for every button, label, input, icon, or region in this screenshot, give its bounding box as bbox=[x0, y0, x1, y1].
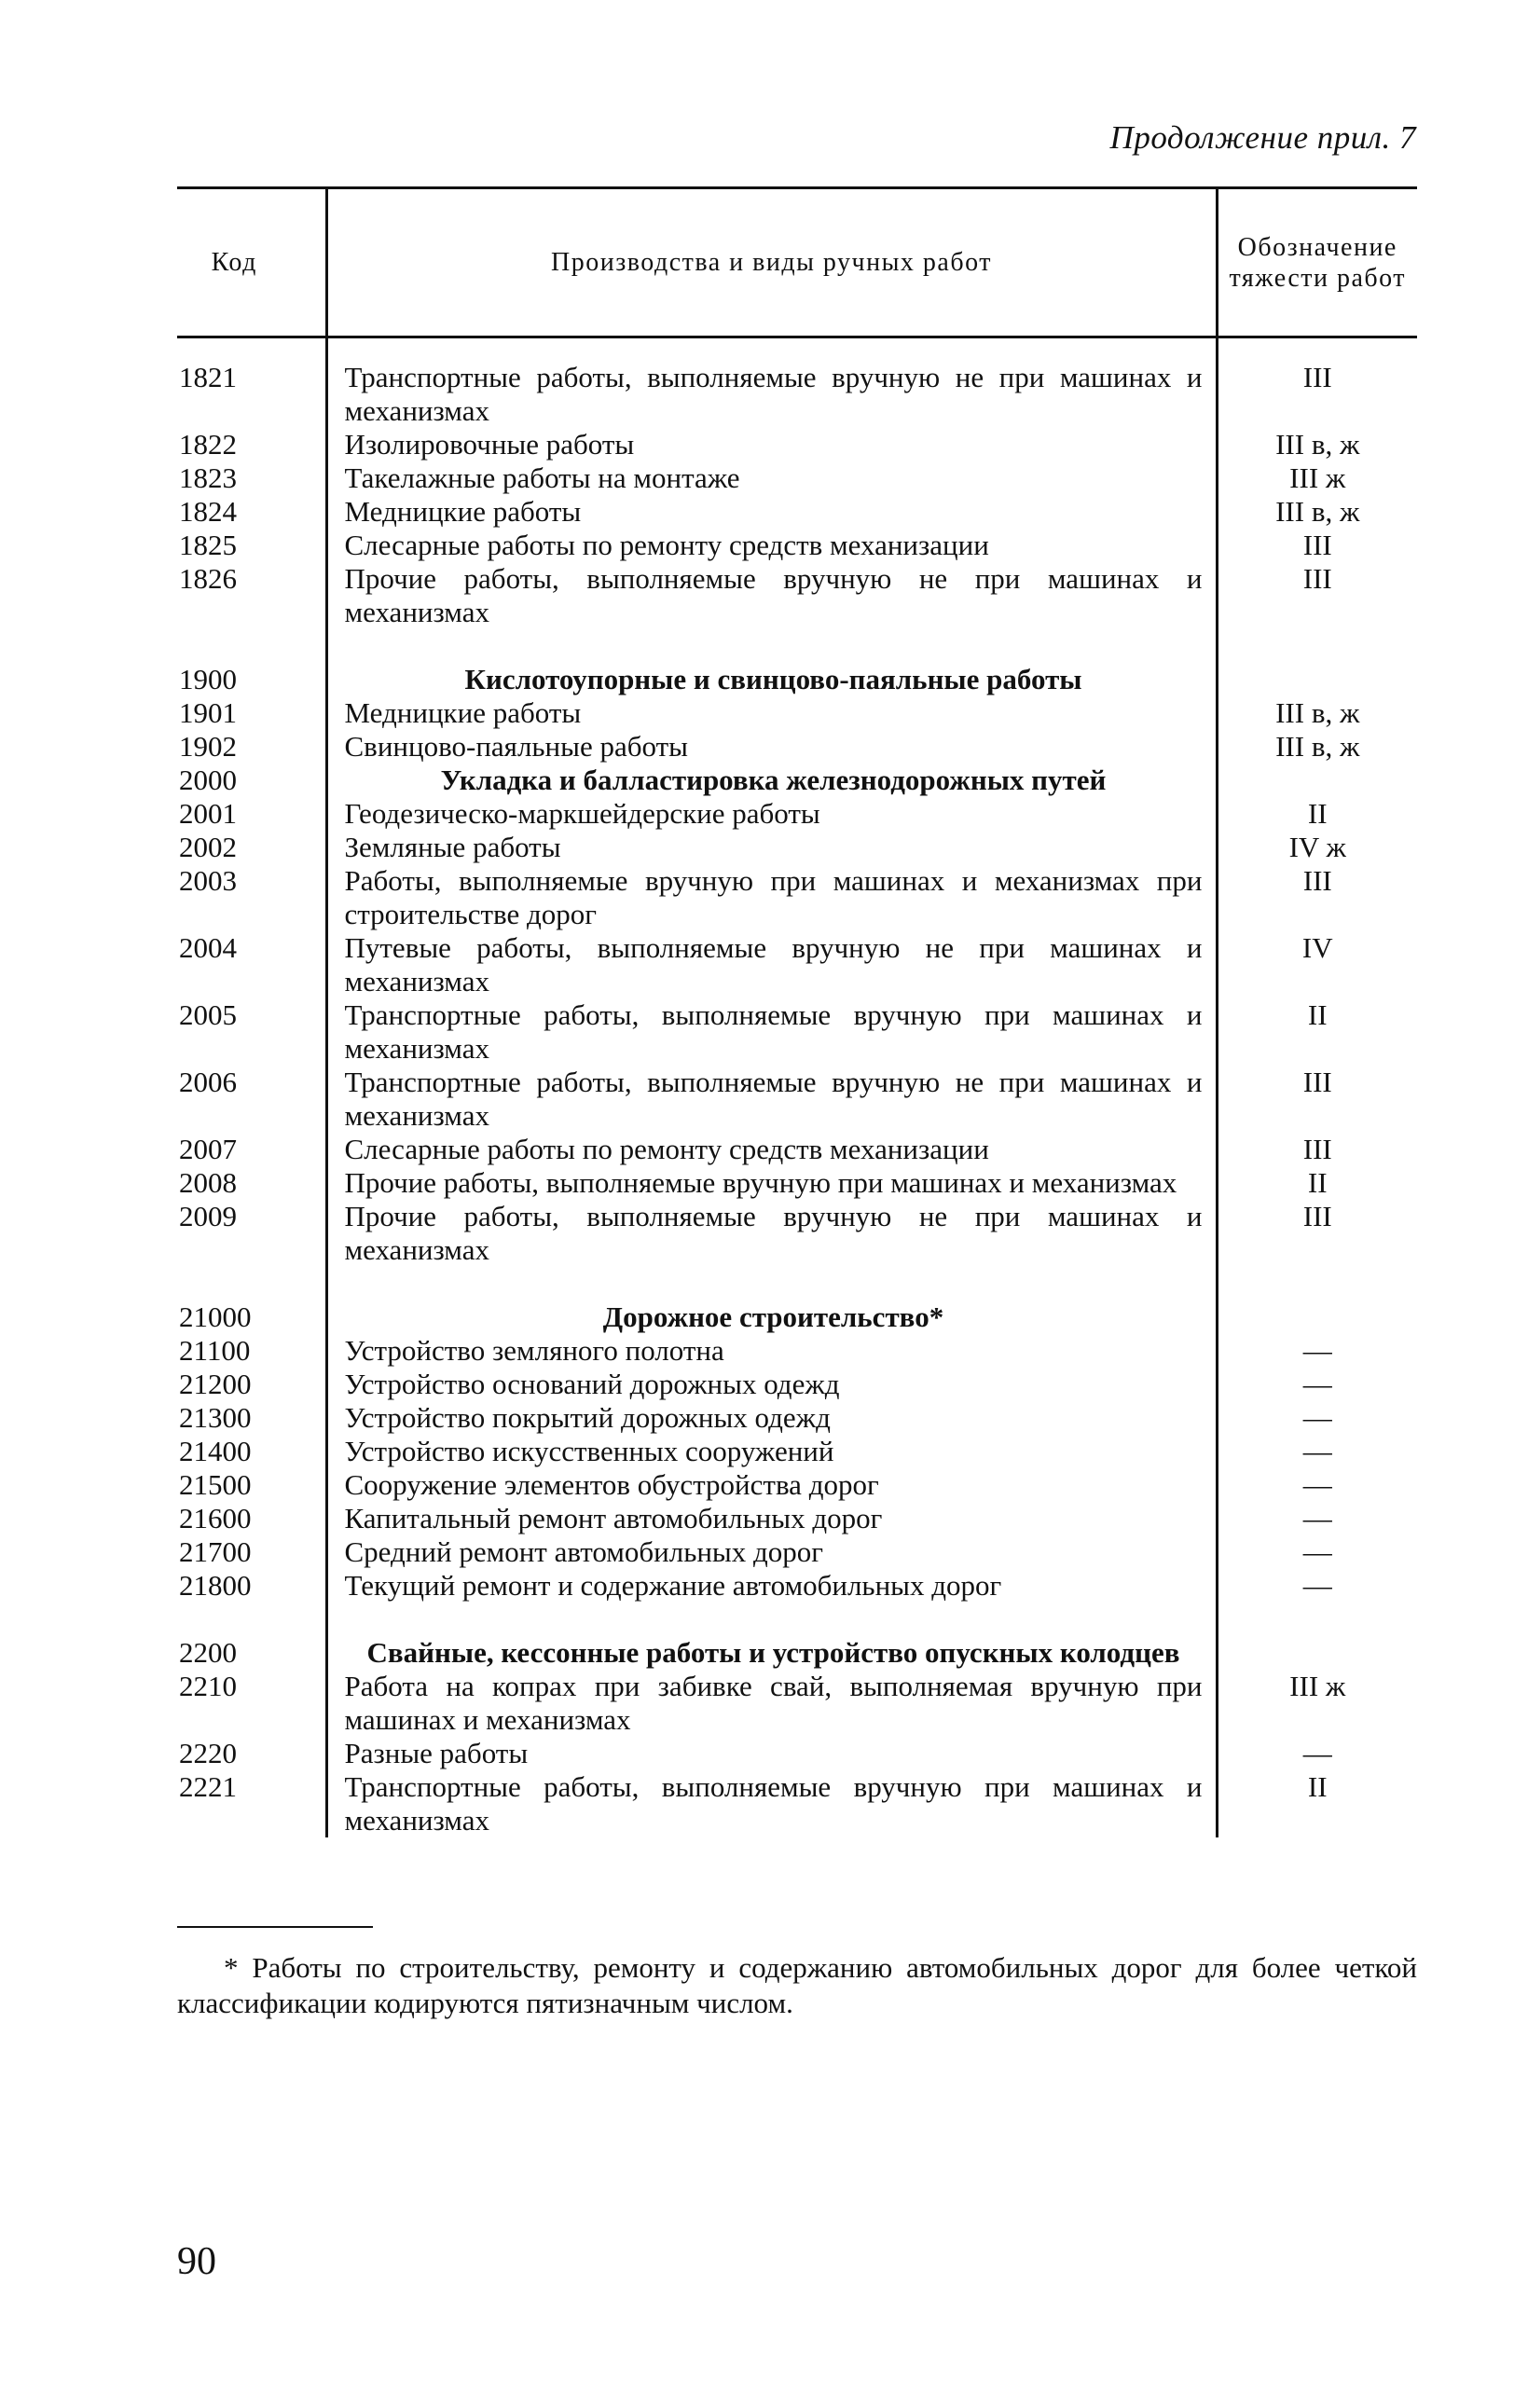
description-cell: Транспортные работы, выполняемые вручную не при машинах и механизмах bbox=[326, 337, 1217, 429]
grade-cell bbox=[1217, 1300, 1417, 1334]
code-cell: 1822 bbox=[179, 428, 237, 461]
section-row bbox=[177, 663, 1417, 696]
code-cell: 2210 bbox=[179, 1670, 237, 1702]
grade-cell: II bbox=[1307, 797, 1328, 830]
code-cell: 2006 bbox=[179, 1066, 237, 1098]
description-cell: Работа на копрах при забивке свай, выполняемая вручную при машинах и механизмах bbox=[326, 1670, 1217, 1737]
table-row bbox=[177, 1200, 1417, 1267]
code-cell: 2200 bbox=[179, 1636, 237, 1669]
description-cell: Транспортные работы, выполняемые вручную при машинах и механизмах bbox=[326, 1770, 1217, 1837]
code-cell: 1900 bbox=[179, 663, 237, 695]
code-cell: 2003 bbox=[179, 864, 237, 897]
table-row bbox=[177, 931, 1417, 998]
table-header bbox=[177, 188, 1417, 337]
code-cell: 1902 bbox=[179, 730, 237, 763]
section-row bbox=[177, 1300, 1417, 1334]
grade-cell: — bbox=[1302, 1435, 1332, 1467]
description-cell: Такелажные работы на монтаже bbox=[326, 461, 1217, 495]
table-row bbox=[177, 831, 1417, 864]
description-cell: Прочие работы, выполняемые вручную при машинах и механизмах bbox=[326, 1166, 1217, 1200]
table-row bbox=[177, 428, 1417, 461]
description-cell: Слесарные работы по ремонту средств механизации bbox=[326, 1133, 1217, 1166]
grade-cell: III bbox=[1302, 864, 1332, 897]
table-row bbox=[177, 998, 1417, 1066]
code-cell: 2000 bbox=[179, 764, 237, 796]
code-cell: 21000 bbox=[179, 1300, 252, 1333]
description-cell: Текущий ремонт и содержание автомобильных дорог bbox=[326, 1569, 1217, 1603]
work-classification-table bbox=[177, 186, 1417, 1837]
code-cell: 1901 bbox=[179, 696, 237, 729]
section-row bbox=[177, 1636, 1417, 1670]
spacer-cell bbox=[177, 1603, 326, 1636]
grade-cell: II bbox=[1307, 998, 1328, 1031]
table-row bbox=[177, 1133, 1417, 1166]
code-cell: 2005 bbox=[179, 998, 237, 1031]
description-cell: Сооружение элементов обустройства дорог bbox=[326, 1468, 1217, 1502]
spacer-row bbox=[177, 1267, 1417, 1300]
spacer-cell bbox=[177, 1267, 326, 1300]
column-header-code: Код bbox=[177, 188, 326, 337]
description-cell: Средний ремонт автомобильных дорог bbox=[326, 1535, 1217, 1569]
table-row bbox=[177, 1468, 1417, 1502]
grade-cell: III в, ж bbox=[1275, 428, 1360, 461]
section-heading: Свайные, кессонные работы и устройство опускных колодцев bbox=[326, 1636, 1217, 1670]
code-cell: 21600 bbox=[179, 1502, 252, 1534]
grade-cell: — bbox=[1302, 1502, 1332, 1534]
grade-cell: — bbox=[1302, 1569, 1332, 1602]
description-cell: Земляные работы bbox=[326, 831, 1217, 864]
spacer-cell bbox=[1217, 629, 1417, 663]
work-classification-table-container bbox=[177, 186, 1417, 1837]
table-row bbox=[177, 1770, 1417, 1837]
grade-cell: II bbox=[1307, 1770, 1328, 1803]
description-cell: Геодезическо-маркшейдерские работы bbox=[326, 797, 1217, 831]
spacer-row bbox=[177, 629, 1417, 663]
code-cell: 2001 bbox=[179, 797, 237, 830]
grade-cell: — bbox=[1302, 1368, 1332, 1400]
code-cell: 1824 bbox=[179, 495, 237, 528]
grade-cell: III ж bbox=[1289, 1670, 1346, 1702]
grade-cell bbox=[1217, 764, 1417, 797]
spacer-row bbox=[177, 1603, 1417, 1636]
grade-cell: III в, ж bbox=[1275, 495, 1360, 528]
table-row bbox=[177, 562, 1417, 629]
grade-cell: III ж bbox=[1289, 461, 1346, 494]
table-row bbox=[177, 1737, 1417, 1770]
description-cell: Устройство искусственных сооружений bbox=[326, 1435, 1217, 1468]
section-heading: Кислотоупорные и свинцово-паяльные работы bbox=[326, 663, 1217, 696]
table-row bbox=[177, 797, 1417, 831]
description-cell: Работы, выполняемые вручную при машинах и механизмах при строительстве дорог bbox=[326, 864, 1217, 931]
code-cell: 21300 bbox=[179, 1401, 252, 1434]
code-cell: 21400 bbox=[179, 1435, 252, 1467]
code-cell: 21800 bbox=[179, 1569, 252, 1602]
code-cell: 1823 bbox=[179, 461, 237, 494]
description-cell: Устройство покрытий дорожных одежд bbox=[326, 1401, 1217, 1435]
grade-cell: III в, ж bbox=[1275, 730, 1360, 763]
page-number: 90 bbox=[177, 2240, 216, 2283]
section-heading: Дорожное строительство* bbox=[326, 1300, 1217, 1334]
code-cell: 21100 bbox=[179, 1334, 251, 1367]
table-row bbox=[177, 696, 1417, 730]
code-cell: 1826 bbox=[179, 562, 237, 595]
grade-cell: — bbox=[1302, 1535, 1332, 1568]
code-cell: 2221 bbox=[179, 1770, 237, 1803]
grade-cell: — bbox=[1302, 1468, 1332, 1501]
description-cell: Медницкие работы bbox=[326, 696, 1217, 730]
table-row bbox=[177, 1435, 1417, 1468]
spacer-cell bbox=[1217, 1267, 1417, 1300]
table-row bbox=[177, 529, 1417, 562]
footnote: * Работы по строительству, ремонту и содержанию автомобильных дорог для более четкой классификации кодируются пятизначным числом. bbox=[177, 1951, 1417, 2019]
description-cell: Изолировочные работы bbox=[326, 428, 1217, 461]
description-cell: Прочие работы, выполняемые вручную не при машинах и механизмах bbox=[326, 1200, 1217, 1267]
spacer-cell bbox=[1217, 1603, 1417, 1636]
grade-cell: — bbox=[1302, 1737, 1332, 1769]
table-row bbox=[177, 1334, 1417, 1368]
section-heading: Укладка и балластировка железнодорожных путей bbox=[326, 764, 1217, 797]
column-header-grade: Обозначение тяжести работ bbox=[1217, 188, 1417, 337]
table-row bbox=[177, 730, 1417, 764]
grade-cell: III bbox=[1302, 1133, 1332, 1165]
code-cell: 21700 bbox=[179, 1535, 252, 1568]
description-cell: Разные работы bbox=[326, 1737, 1217, 1770]
description-cell: Капитальный ремонт автомобильных дорог bbox=[326, 1502, 1217, 1535]
grade-cell: IV bbox=[1301, 931, 1333, 964]
code-cell: 1821 bbox=[179, 361, 237, 393]
code-cell: 2009 bbox=[179, 1200, 237, 1232]
table-row bbox=[177, 1670, 1417, 1737]
description-cell: Медницкие работы bbox=[326, 495, 1217, 529]
continuation-header: Продолжение прил. 7 bbox=[1109, 119, 1416, 156]
grade-cell: III bbox=[1302, 562, 1332, 595]
grade-cell bbox=[1217, 1636, 1417, 1670]
table-row bbox=[177, 1401, 1417, 1435]
description-cell: Устройство оснований дорожных одежд bbox=[326, 1368, 1217, 1401]
grade-cell: II bbox=[1307, 1166, 1328, 1199]
spacer-cell bbox=[326, 1267, 1217, 1300]
code-cell: 2002 bbox=[179, 831, 237, 863]
code-cell: 21200 bbox=[179, 1368, 252, 1400]
table-row bbox=[177, 1066, 1417, 1133]
code-cell: 2004 bbox=[179, 931, 237, 964]
grade-cell: III bbox=[1302, 1200, 1332, 1232]
description-cell: Прочие работы, выполняемые вручную не при машинах и механизмах bbox=[326, 562, 1217, 629]
code-cell: 1825 bbox=[179, 529, 237, 561]
table-row bbox=[177, 1368, 1417, 1401]
table-row bbox=[177, 1502, 1417, 1535]
section-row bbox=[177, 764, 1417, 797]
column-header-description: Производства и виды ручных работ bbox=[326, 188, 1217, 337]
description-cell: Слесарные работы по ремонту средств механизации bbox=[326, 529, 1217, 562]
grade-cell: III bbox=[1302, 361, 1332, 393]
grade-cell: — bbox=[1302, 1334, 1332, 1367]
grade-cell bbox=[1217, 663, 1417, 696]
table-row bbox=[177, 1166, 1417, 1200]
table-row bbox=[177, 461, 1417, 495]
description-cell: Транспортные работы, выполняемые вручную не при машинах и механизмах bbox=[326, 1066, 1217, 1133]
code-cell: 21500 bbox=[179, 1468, 252, 1501]
table-body bbox=[177, 337, 1417, 1838]
grade-cell: III в, ж bbox=[1275, 696, 1360, 729]
footnote-divider bbox=[177, 1926, 373, 1928]
code-cell: 2220 bbox=[179, 1737, 237, 1769]
grade-cell: III bbox=[1302, 529, 1332, 561]
spacer-cell bbox=[326, 629, 1217, 663]
grade-cell: III bbox=[1302, 1066, 1332, 1098]
table-row bbox=[177, 337, 1417, 429]
table-row bbox=[177, 864, 1417, 931]
description-cell: Транспортные работы, выполняемые вручную при машинах и механизмах bbox=[326, 998, 1217, 1066]
grade-cell: — bbox=[1302, 1401, 1332, 1434]
spacer-cell bbox=[326, 1603, 1217, 1636]
table-row bbox=[177, 495, 1417, 529]
grade-cell: IV ж bbox=[1288, 831, 1346, 863]
description-cell: Свинцово-паяльные работы bbox=[326, 730, 1217, 764]
table-row bbox=[177, 1569, 1417, 1603]
table-row bbox=[177, 1535, 1417, 1569]
code-cell: 2007 bbox=[179, 1133, 237, 1165]
spacer-cell bbox=[177, 629, 326, 663]
code-cell: 2008 bbox=[179, 1166, 237, 1199]
description-cell: Устройство земляного полотна bbox=[326, 1334, 1217, 1368]
description-cell: Путевые работы, выполняемые вручную не при машинах и механизмах bbox=[326, 931, 1217, 998]
